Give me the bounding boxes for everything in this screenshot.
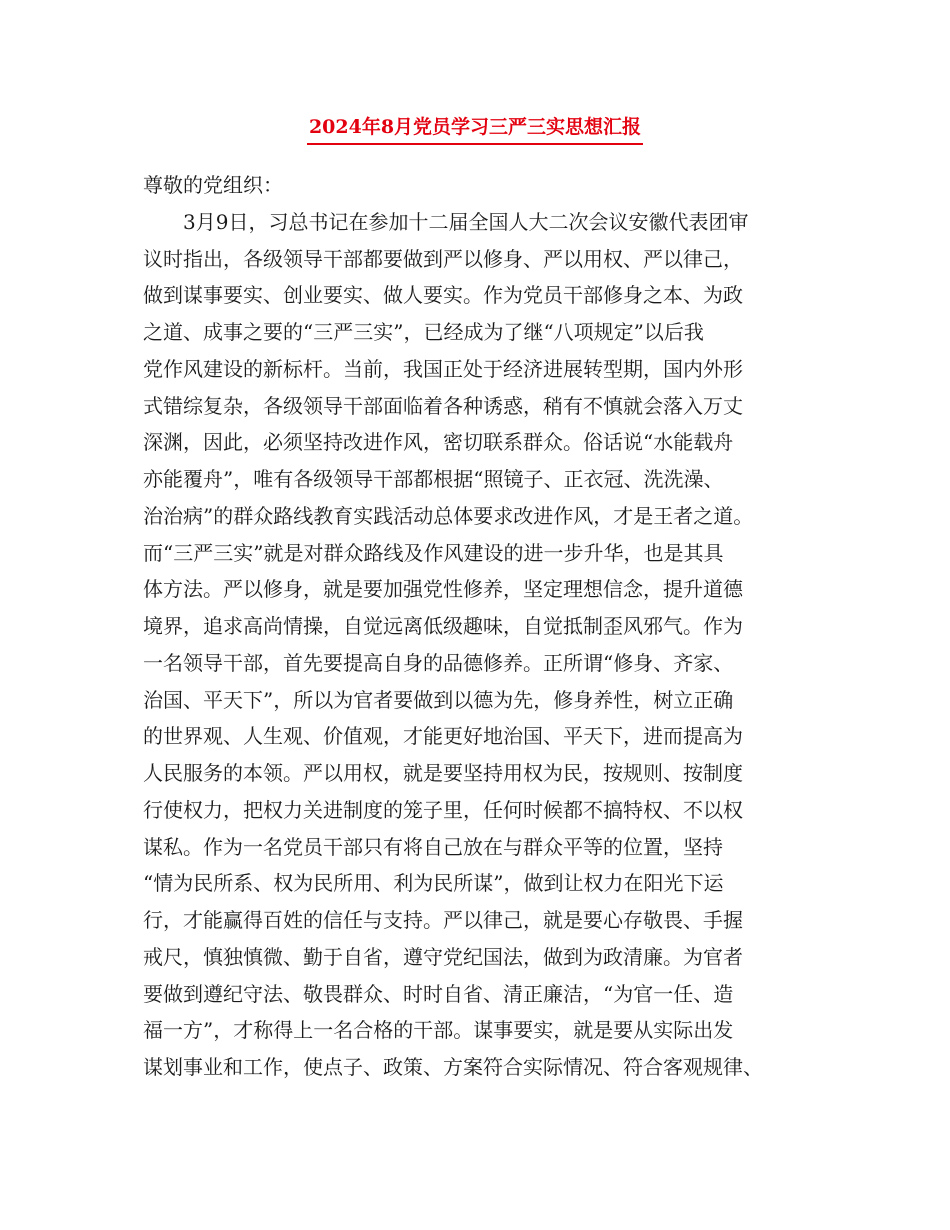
document-title: 2024年8月党员学习三严三实思想汇报 xyxy=(307,113,643,145)
paragraph-line: 治国、平天下”，所以为官者要做到以德为先，修身养性，树立正确 xyxy=(143,687,734,712)
paragraph-line: 行使权力，把权力关进制度的笼子里，任何时候都不搞特权、不以权 xyxy=(143,797,743,822)
paragraph-line: 人民服务的本领。严以用权，就是要坚持用权为民，按规则、按制度 xyxy=(143,761,743,785)
paragraph-line: 之道、成事之要的“三严三实”，已经成为了继“八项规定”以后我 xyxy=(143,320,704,344)
paragraph-line: 党作风建设的新标杆。当前，我国正处于经济进展转型期，国内外形 xyxy=(143,356,743,381)
paragraph-line: 做到谋事要实、创业要实、做人要实。作为党员干部修身之本、为政 xyxy=(143,283,743,308)
paragraph-line: 亦能覆舟”，唯有各级领导干部都根据“照镜子、正衣冠、洗洗澡、 xyxy=(143,467,724,491)
paragraph-line: 谋划事业和工作，使点子、政策、方案符合实际情况、符合客观规律、 xyxy=(143,1055,763,1079)
salutation: 尊敬的党组织： xyxy=(143,173,283,197)
paragraph-line: 戒尺，慎独慎微、勤于自省，遵守党纪国法，做到为政清廉。为官者 xyxy=(143,944,743,969)
paragraph-line: 深渊，因此，必须坚持改进作风，密切联系群众。俗话说“水能载舟 xyxy=(143,430,734,455)
paragraph-line: 而“三严三实”就是对群众路线及作风建设的进一步升华，也是其具 xyxy=(143,540,724,565)
paragraph-line: “情为民所系、权为民所用、利为民所谋”，做到让权力在阳光下运 xyxy=(143,871,724,896)
paragraph-line: 议时指出，各级领导干部都要做到严以修身、严以用权、严以律己， xyxy=(143,246,743,271)
paragraph-line: 一名领导干部，首先要提高自身的品德修养。正所谓“修身、齐家、 xyxy=(143,650,734,675)
paragraph-line: 体方法。严以修身，就是要加强党性修养，坚定理想信念，提升道德 xyxy=(143,577,743,602)
paragraph-line: 式错综复杂，各级领导干部面临着各种诱惑，稍有不慎就会落入万丈 xyxy=(143,393,743,418)
paragraph-line: 治治病”的群众路线教育实践活动总体要求改进作风，才是王者之道。 xyxy=(143,503,754,528)
title-container xyxy=(0,113,950,145)
document-body xyxy=(143,167,813,1086)
paragraph-line: 谋私。作为一名党员干部只有将自己放在与群众平等的位置，坚持 xyxy=(143,834,723,859)
paragraph-line: 的世界观、人生观、价值观，才能更好地治国、平天下，进而提高为 xyxy=(143,724,743,749)
paragraph-line: 要做到遵纪守法、敬畏群众、时时自省、清正廉洁，“为官一任、造 xyxy=(143,981,734,1006)
paragraph-line: 境界，追求高尚情操，自觉远离低级趣味，自觉抵制歪风邪气。作为 xyxy=(143,614,743,638)
paragraph-line: 行，才能赢得百姓的信任与支持。严以律己，就是要心存敬畏、手握 xyxy=(143,908,743,932)
paragraph-line: 3月9日，习总书记在参加十二届全国人大二次会议安徽代表团审 xyxy=(183,209,749,234)
paragraph-line: 福一方”，才称得上一名合格的干部。谋事要实，就是要从实际出发 xyxy=(143,1018,734,1043)
